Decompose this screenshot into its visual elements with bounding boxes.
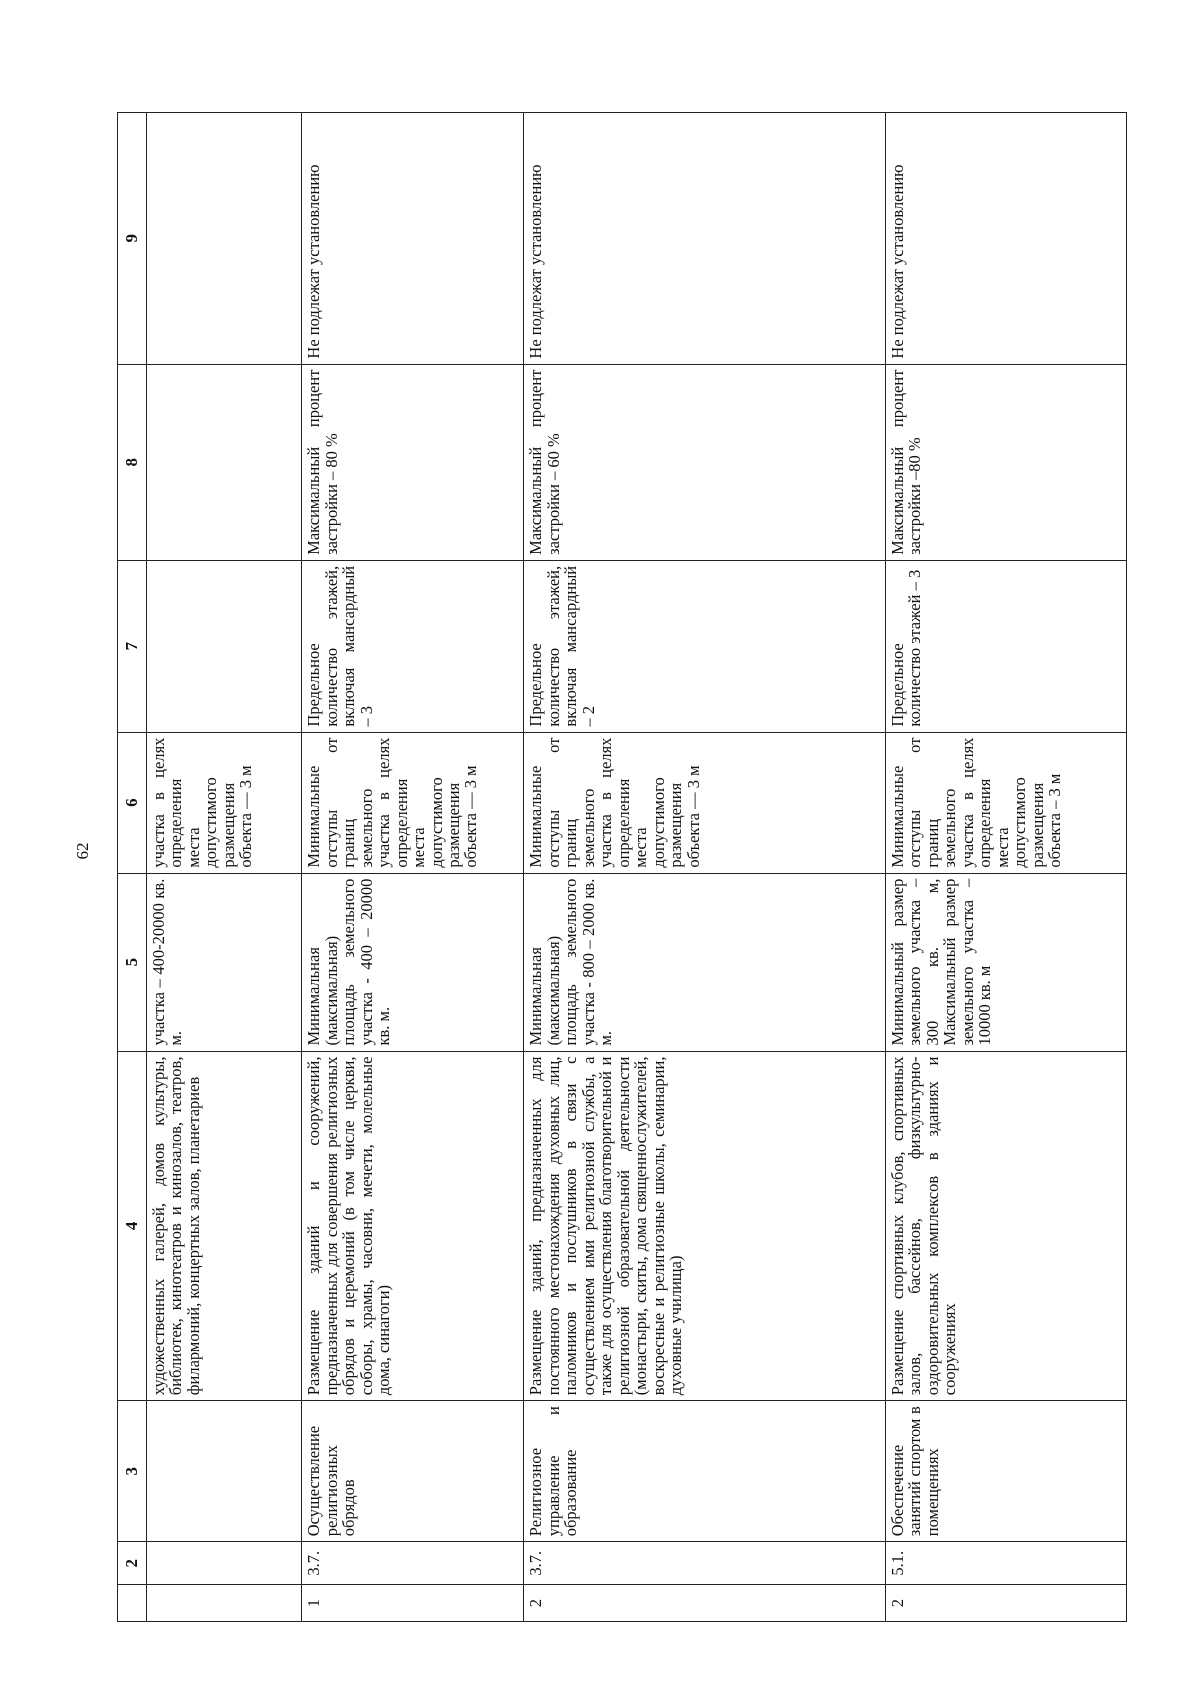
cell-code: 3.7. <box>302 1542 524 1585</box>
table-row <box>524 113 886 1622</box>
cell-plot-size: Минимальная (максимальная) площадь земельного участка - 800 – 2000 кв. м. <box>524 873 886 1051</box>
table-rotation-frame <box>117 112 1127 1622</box>
cell-index <box>147 1585 302 1622</box>
cell-coverage <box>147 364 302 560</box>
cell-coverage: Максимальный процент застройки – 60 % <box>524 364 886 560</box>
header-row <box>118 113 147 1622</box>
cell-code: 3.7. <box>524 1542 886 1585</box>
cell-use-name <box>147 1401 302 1542</box>
cell-use-description: Размещение спортивных клубов, спортивных залов, бассейнов, физкультурно-оздоровительных комплексов в зданиях и сооружениях <box>885 1051 1126 1401</box>
cell-floors: Предельное количество этажей, включая мансардный – 2 <box>524 560 886 732</box>
cell-use-name: Религиозное управление и образование <box>524 1401 886 1542</box>
cell-use-description: художественных галерей, домов культуры, библиотек, кинотеатров и кинозалов, театров, филармоний, концертных залов, планетариев <box>147 1051 302 1401</box>
table-row <box>147 113 302 1622</box>
cell-setbacks: Минимальные отступы от границ земельного участка в целях определения места допустимого размещения объекта – 3 м <box>885 732 1126 873</box>
cell-use-name: Осуществление религиозных обрядов <box>302 1401 524 1542</box>
col-header-9: 9 <box>118 113 147 365</box>
cell-setbacks: Минимальные отступы от границ земельного участка в целях определения места допустимого размещения объекта — 3 м <box>524 732 886 873</box>
cell-setbacks: участка в целях определения места допустимого размещения объекта — 3 м <box>147 732 302 873</box>
col-header-3: 3 <box>118 1401 147 1542</box>
table-wrap <box>117 112 1127 1622</box>
cell-index: 2 <box>885 1585 1126 1622</box>
col-header-4: 4 <box>118 1051 147 1401</box>
cell-floors: Предельное количество этажей – 3 <box>885 560 1126 732</box>
cell-index: 1 <box>302 1585 524 1622</box>
col-header-6: 6 <box>118 732 147 873</box>
cell-restrictions: Не подлежат установлению <box>885 113 1126 365</box>
cell-setbacks: Минимальные отступы от границ земельного участка в целях определения места допустимого размещения объекта — 3 м <box>302 732 524 873</box>
cell-code <box>147 1542 302 1585</box>
cell-floors <box>147 560 302 732</box>
cell-plot-size: Минимальная (максимальная) площадь земельного участка - 400 – 20000 кв. м. <box>302 873 524 1051</box>
zoning-table <box>117 112 1127 1622</box>
cell-code: 5.1. <box>885 1542 1126 1585</box>
col-header-5: 5 <box>118 873 147 1051</box>
cell-restrictions <box>147 113 302 365</box>
cell-coverage: Максимальный процент застройки –80 % <box>885 364 1126 560</box>
cell-use-name: Обеспечение занятий спортом в помещениях <box>885 1401 1126 1542</box>
col-header-7: 7 <box>118 560 147 732</box>
cell-plot-size: участка – 400-20000 кв. м. <box>147 873 302 1051</box>
col-header-8: 8 <box>118 364 147 560</box>
cell-use-description: Размещение зданий и сооружений, предназначенных для совершения религиозных обрядов и церемоний (в том числе церкви, соборы, храмы, часовни, мечети, молельные дома, синагоги) <box>302 1051 524 1401</box>
cell-coverage: Максимальный процент застройки – 80 % <box>302 364 524 560</box>
col-header-2: 2 <box>118 1542 147 1585</box>
page-number: 62 <box>73 842 92 860</box>
table-row <box>885 113 1126 1622</box>
table-row <box>302 113 524 1622</box>
cell-index: 2 <box>524 1585 886 1622</box>
cell-restrictions: Не подлежат установлению <box>524 113 886 365</box>
cell-plot-size: Минимальный размер земельного участка – 300 кв. м, Максимальный размер земельного участка – 10000 кв. м <box>885 873 1126 1051</box>
cell-floors: Предельное количество этажей, включая мансардный – 3 <box>302 560 524 732</box>
col-header-1 <box>118 1585 147 1622</box>
cell-restrictions: Не подлежат установлению <box>302 113 524 365</box>
cell-use-description: Размещение зданий, предназначенных для постоянного местонахождения духовных лиц, паломников и послушников в связи с осуществлением ими религиозной службы, а также для осуществления благотворительной и религиозной образовательной деятельности (монастыри, скиты, дома священнослужителей, воскресные и религиозные школы, семинарии, духовные училища) <box>524 1051 886 1401</box>
